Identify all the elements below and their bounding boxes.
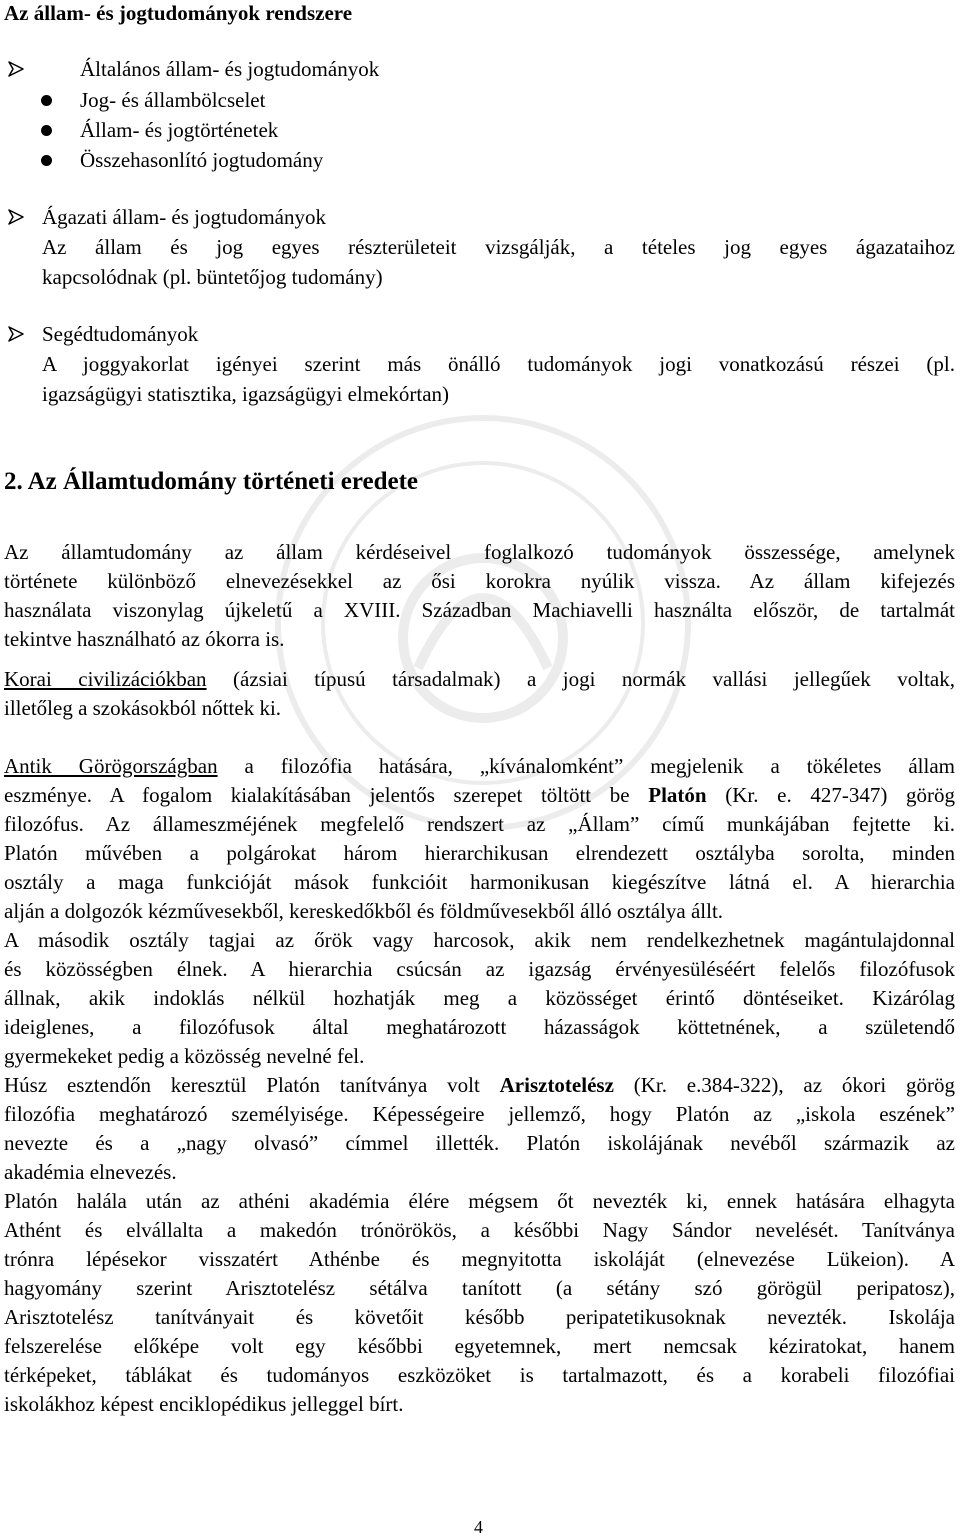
paragraph-ancient-greece: Antik Görögországban a filozófia hatására, „kívánalomként” megjelenik a tökéletes állam eszménye. A fogalom kialakításában jelentős szerepet töltött be Platón (Kr. e. 427-347) görög filozófus. Az állameszméjének megfelelő rendszert az „Állam” című munkájában fejtette ki. Platón művében a polgárokat három hierarchikusan elrendezett osztályba sorolta, minden osztály a maga funkcióját mások funkcióit harmonikusan kiegészítve látná el. A hierarchia alján a dolgozók kézművesekből, kereskedőkből és földművesekből álló osztálya állt. A második osztály tagjai az őrök vagy harcosok, akik nem rendelkezhetnek magántulajdonnal és közösségben élnek. A hierarchia csúcsán az igazság érvényesüléséért felelős filozófusok állnak, akik indoklás nélkül hozhatják meg a közösséget érintő döntéseiket. Kizárólag ideiglenes, a filozófusok által meghatározott házasságok köttetnének, a születendő gyermekeket pedig a közösség nevelné fel. Húsz esztendőn keresztül Platón tanítványa volt Arisztotelész (Kr. e.384-322), az ókori görög filozófia meghatározó személyisége. Képességeire jellemző, hogy Platón az „iskola eszének” nevezte és a „nagy olvasó” címmel illették. Platón iskolájának nevéből származik az akadémia elnevezés. Platón halála után az athéni akadémia élére mégsem őt nevezték ki, ennek hatására elhagyta Athént és elvállalta a makedón trónörökös, a későbbi Nagy Sándor nevelését. Tanítványa trónra lépésekor visszatért Athénbe és megnyitotta iskoláját (elnevezése Lükeion). A hagyomány szerint Arisztotelész sétálva tanított (a sétány szó görögül peripatosz), Arisztotelész tanítványait és követőit később peripatetikusoknak nevezték. Iskolája felszerelése előképe volt egy későbbi egyetemnek, mert nemcsak kéziratokat, hanem térképeket, táblákat és tudományos eszközöket is tartalmazott, és a korabeli filozófiai iskolákhoz képest enciklopédikus jelleggel bírt. (4, 754, 955, 1416)
section-branch-label: Ágazati állam- és jogtudományok (42, 205, 327, 229)
bullet-icon (41, 95, 52, 106)
page-title: Az állam- és jogtudományok rendszere (4, 1, 353, 25)
section-auxiliary-desc: igazságügyi statisztika, igazságügyi elmekórtan) (42, 382, 450, 406)
section-branch-desc: kapcsolódnak (pl. büntetőjog tudomány) (42, 265, 383, 289)
section-heading: 2. Az Államtudomány történeti eredete (4, 468, 419, 495)
paragraph-intro: Az államtudomány az állam kérdéseivel foglalkozó tudományok összessége, amelynek története különböző elnevezésekkel az ősi korokra nyúlik vissza. Az állam kifejezés használata viszonylag újkeletű a XVIII. Században Machiavelli használta először, de tartalmát tekintve használható az ókorra is. (4, 540, 955, 651)
arrow-bullet-icon (8, 326, 24, 342)
arrow-bullet-icon (8, 209, 24, 225)
paragraph-early-civilizations: Korai civilizációkban (ázsiai típusú társadalmak) a jogi normák vallási jellegűek voltak, illetőleg a szokásokból nőttek ki. (4, 667, 955, 720)
section-auxiliary-desc: A joggyakorlat igényei szerint más önálló tudományok jogi vonatkozású részei (pl. (42, 352, 955, 376)
page-number: 4 (474, 1517, 483, 1537)
arrow-bullet-icon (8, 61, 24, 77)
bullet-icon (41, 125, 52, 136)
section-branch-desc: Az állam és jog egyes részterületeit vizsgálják, a tételes jog egyes ágazataihoz (42, 235, 955, 259)
bullet-icon (41, 155, 52, 166)
section-auxiliary-label: Segédtudományok (42, 322, 199, 346)
section-general-label: Általános állam- és jogtudományok (80, 57, 380, 81)
